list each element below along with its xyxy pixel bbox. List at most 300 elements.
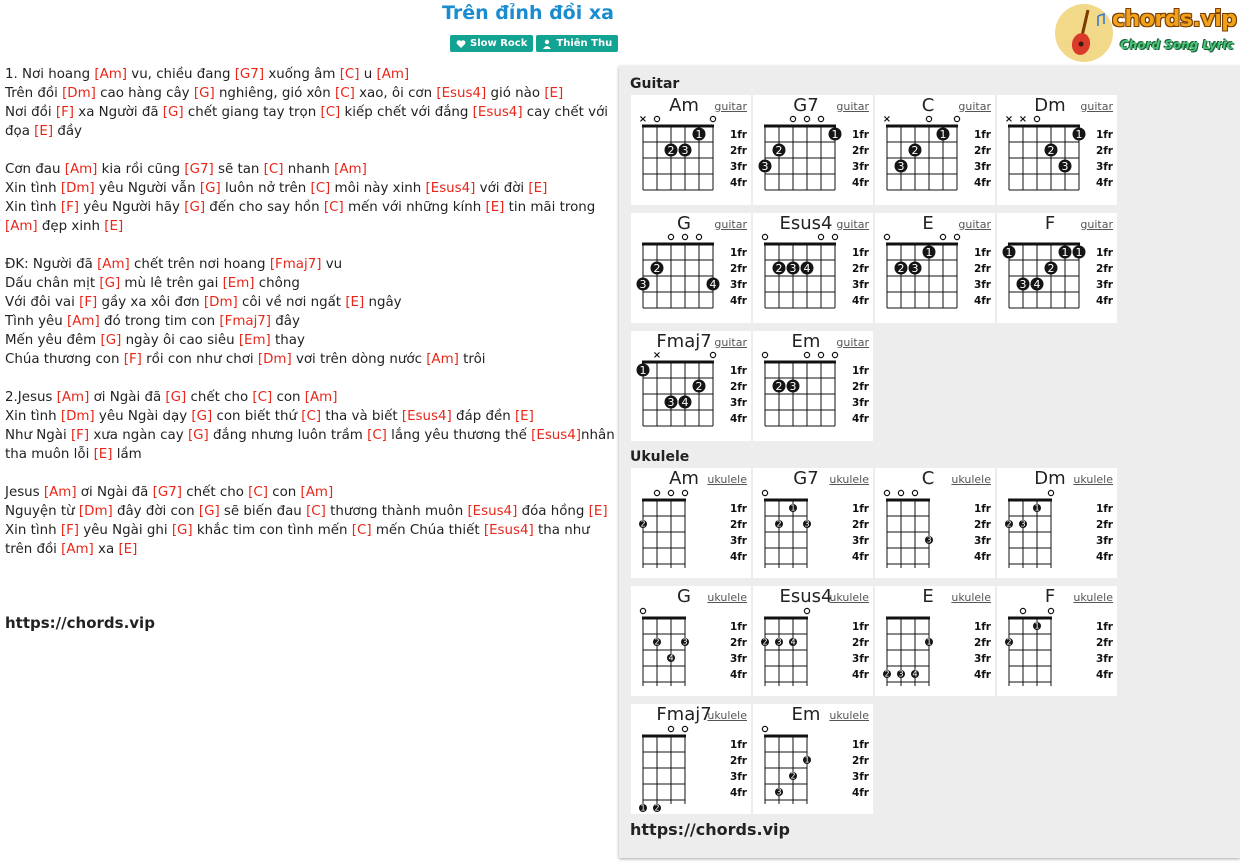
- lyric-text: rồi con như chơi: [141, 352, 258, 367]
- lyric-text: yêu Ngài dạy: [94, 409, 192, 424]
- chord-marker[interactable]: [Esus4]: [467, 504, 518, 519]
- lyric-text: sẽ biến đau: [219, 504, 307, 519]
- chord-marker[interactable]: [C]: [323, 200, 344, 215]
- fret-number-label: 2fr: [729, 519, 747, 531]
- finger-number: 2: [1047, 262, 1055, 275]
- finger-number: 1: [640, 803, 646, 813]
- nut: [886, 125, 958, 128]
- open-string-mark: [818, 234, 823, 239]
- finger-number: 3: [1020, 519, 1026, 529]
- lyric-text: chết cho: [186, 390, 253, 405]
- chord-marker[interactable]: [G7]: [184, 162, 214, 177]
- fret-number-label: 4fr: [851, 551, 869, 563]
- chord-marker[interactable]: [Dm]: [203, 295, 238, 310]
- chord-marker[interactable]: [C]: [306, 504, 326, 519]
- fret-number-label: 1fr: [851, 503, 869, 515]
- fret-number-label: 2fr: [851, 381, 869, 393]
- fret-number-label: 3fr: [729, 397, 747, 409]
- finger-number: 4: [790, 637, 796, 647]
- instrument-link[interactable]: ukulele: [829, 473, 869, 486]
- lyric-text: chết trên nơi hoang: [129, 257, 270, 272]
- rhythm-label: Slow Rock: [470, 38, 528, 49]
- fret-number-label: 4fr: [1095, 177, 1113, 189]
- lyric-text: đó trong tim con: [99, 314, 220, 329]
- guitar-chord-card-g7[interactable]: [753, 95, 873, 205]
- finger-number: 2: [695, 380, 703, 393]
- chord-marker[interactable]: [G7]: [152, 485, 182, 500]
- open-string-mark: [954, 234, 959, 239]
- chord-marker[interactable]: [F]: [70, 428, 90, 443]
- fret-number-label: 2fr: [973, 263, 991, 275]
- open-string-mark: [668, 726, 673, 731]
- lyric-line: [5, 407, 617, 426]
- open-string-mark: [898, 490, 903, 495]
- fret-number-label: 2fr: [1095, 637, 1113, 649]
- open-string-mark: [954, 116, 959, 121]
- chord-marker[interactable]: [Am]: [56, 390, 90, 405]
- chord-marker[interactable]: [G]: [199, 181, 221, 196]
- ukulele-chord-card-am[interactable]: [631, 468, 751, 578]
- chord-marker[interactable]: [C]: [351, 523, 372, 538]
- finger-number: 1: [1034, 621, 1040, 631]
- chord-marker[interactable]: [F]: [55, 105, 75, 120]
- ukulele-chord-card-em[interactable]: [753, 704, 873, 814]
- open-string-mark: [654, 116, 659, 121]
- lyric-text: Jesus: [5, 485, 44, 500]
- chord-name: Am: [669, 95, 699, 116]
- chord-name: G7: [793, 468, 819, 489]
- chord-name: Fmaj7: [656, 704, 712, 725]
- lyric-text: Dấu chân mịt: [5, 276, 100, 291]
- fret-number-label: 4fr: [851, 787, 869, 799]
- finger-number: 3: [682, 637, 688, 647]
- chord-marker[interactable]: [Am]: [300, 485, 334, 500]
- guitar-chord-card-esus4[interactable]: [753, 213, 873, 323]
- lyric-line: [5, 255, 617, 274]
- fret-number-label: 2fr: [1095, 263, 1113, 275]
- guitar-chord-card-am[interactable]: [631, 95, 751, 205]
- fret-number-label: 3fr: [729, 771, 747, 783]
- finger-number: 2: [775, 262, 783, 275]
- chord-marker[interactable]: [C]: [263, 162, 284, 177]
- lyric-text: u: [359, 67, 377, 82]
- open-string-mark: [762, 726, 767, 731]
- chord-marker[interactable]: [Am]: [376, 67, 410, 82]
- fret-number-label: 3fr: [851, 535, 869, 547]
- logo-text: chords.vip: [1112, 7, 1237, 32]
- user-icon: [542, 39, 552, 49]
- chord-marker[interactable]: [Am]: [43, 485, 77, 500]
- open-string-mark: [884, 234, 889, 239]
- fret-number-label: 2fr: [729, 263, 747, 275]
- open-string-mark: [1020, 608, 1025, 613]
- fret-number-label: 1fr: [729, 621, 747, 633]
- chord-name: Em: [791, 331, 821, 352]
- finger-number: 1: [925, 246, 933, 259]
- finger-number: 2: [653, 262, 661, 275]
- lyric-text: Tình yêu: [5, 314, 68, 329]
- chord-name: Esus4: [779, 213, 833, 234]
- chord-marker[interactable]: [G]: [193, 86, 215, 101]
- guitar-chord-card-fmaj7[interactable]: [631, 331, 751, 441]
- chord-marker[interactable]: [Am]: [94, 67, 128, 82]
- fret-number-label: 2fr: [851, 145, 869, 157]
- lyric-text: chông: [254, 276, 300, 291]
- guitar-chord-card-e[interactable]: [875, 213, 995, 323]
- fret-number-label: 3fr: [729, 535, 747, 547]
- ukulele-chord-card-fmaj7[interactable]: [631, 704, 751, 814]
- lyric-text: xao, ôi cơn: [354, 86, 437, 101]
- chord-marker[interactable]: [Am]: [304, 390, 338, 405]
- lyric-blank-line: [5, 141, 617, 160]
- chord-name: G: [677, 213, 691, 234]
- instrument-link[interactable]: guitar: [836, 100, 869, 113]
- finger-number: 2: [790, 771, 796, 781]
- instrument-link[interactable]: ukulele: [707, 709, 747, 722]
- instrument-link[interactable]: guitar: [714, 336, 747, 349]
- chord-name: F: [1044, 213, 1056, 234]
- chord-marker[interactable]: [Am]: [97, 257, 130, 272]
- chord-name: C: [921, 95, 935, 116]
- chord-name: G: [677, 586, 691, 607]
- author-label: Thiên Thu: [556, 38, 613, 49]
- chord-marker[interactable]: [Am]: [426, 352, 459, 367]
- chord-marker[interactable]: [Em]: [222, 276, 255, 291]
- lyric-text: xa: [93, 542, 119, 557]
- fret-number-label: 1fr: [729, 365, 747, 377]
- chord-marker[interactable]: [G7]: [234, 67, 265, 82]
- lyric-text: với đời: [475, 181, 529, 196]
- nut: [764, 243, 836, 246]
- chord-marker[interactable]: [C]: [248, 485, 268, 500]
- fret-number-label: 1fr: [729, 739, 747, 751]
- guitar-chord-card-c[interactable]: [875, 95, 995, 205]
- chord-marker[interactable]: [Am]: [64, 162, 98, 177]
- finger-number: 2: [897, 262, 905, 275]
- chord-marker[interactable]: [C]: [310, 181, 331, 196]
- finger-number: 3: [804, 519, 810, 529]
- fret-number-label: 2fr: [851, 637, 869, 649]
- ukulele-chord-card-e[interactable]: [875, 586, 995, 696]
- chord-marker[interactable]: [F]: [123, 352, 142, 367]
- finger-number: 1: [926, 637, 932, 647]
- open-string-mark: [668, 234, 673, 239]
- panel-site-link[interactable]: https://chords.vip: [630, 820, 790, 839]
- chord-marker[interactable]: [E]: [93, 447, 113, 462]
- open-string-mark: [668, 490, 673, 495]
- chord-name: Esus4: [779, 586, 833, 607]
- instrument-link[interactable]: guitar: [714, 100, 747, 113]
- chord-name: Am: [669, 468, 699, 489]
- finger-number: 3: [667, 396, 675, 409]
- lyric-text: 1. Nơi hoang: [5, 67, 95, 82]
- lyric-text: Xin tình: [5, 181, 61, 196]
- site-link[interactable]: https://chords.vip: [5, 614, 155, 632]
- finger-number: 2: [1006, 637, 1012, 647]
- lyric-text: nhân tha muôn lỗi: [5, 428, 615, 462]
- lyric-text: mến Chúa thiết: [371, 523, 484, 538]
- finger-number: 1: [1005, 246, 1013, 259]
- finger-number: 3: [898, 669, 904, 679]
- lyric-text: yêu Người vẫn: [94, 181, 200, 196]
- chord-marker[interactable]: [Dm]: [62, 86, 96, 101]
- chord-marker[interactable]: [Em]: [238, 333, 271, 348]
- nut: [1008, 617, 1052, 620]
- muted-string-mark: ×: [652, 350, 662, 361]
- lyric-text: thương thành muôn: [325, 504, 468, 519]
- fret-number-label: 1fr: [729, 129, 747, 141]
- nut: [764, 125, 836, 128]
- nut: [886, 617, 930, 620]
- chord-marker[interactable]: [Esus4]: [401, 409, 452, 424]
- instrument-link[interactable]: ukulele: [707, 473, 747, 486]
- fret-number-label: 3fr: [729, 161, 747, 173]
- fret-number-label: 2fr: [729, 755, 747, 767]
- fret-number-label: 1fr: [973, 621, 991, 633]
- chord-marker[interactable]: [E]: [118, 542, 138, 557]
- chord-marker[interactable]: [Am]: [5, 219, 38, 234]
- chord-marker[interactable]: [C]: [339, 67, 360, 82]
- open-string-mark: [682, 490, 687, 495]
- ukulele-chord-card-f[interactable]: [997, 586, 1117, 696]
- finger-number: 2: [775, 380, 783, 393]
- open-string-mark: [804, 352, 809, 357]
- lyric-line: [5, 65, 617, 84]
- chord-marker[interactable]: [E]: [544, 86, 564, 101]
- lyric-line: [5, 84, 617, 103]
- instrument-link[interactable]: guitar: [836, 218, 869, 231]
- instrument-link[interactable]: ukulele: [1073, 591, 1113, 604]
- chord-diagrams-panel: [619, 66, 1240, 858]
- chord-marker[interactable]: [E]: [485, 200, 505, 215]
- chord-marker[interactable]: [Esus4]: [436, 86, 487, 101]
- song-badges: [450, 35, 618, 52]
- chord-marker[interactable]: [E]: [345, 295, 365, 310]
- finger-number: 2: [1006, 519, 1012, 529]
- fret-number-label: 3fr: [851, 161, 869, 173]
- lyric-text: Trên đồi: [5, 86, 63, 101]
- open-string-mark: [682, 726, 687, 731]
- chord-marker[interactable]: [Dm]: [60, 181, 95, 196]
- lyric-line: [5, 521, 617, 559]
- lyric-text: Chúa thương con: [5, 352, 124, 367]
- finger-number: 2: [911, 144, 919, 157]
- fret-number-label: 3fr: [1095, 279, 1113, 291]
- chord-marker[interactable]: [Esus4]: [472, 105, 523, 120]
- instrument-link[interactable]: guitar: [714, 218, 747, 231]
- open-string-mark: [682, 234, 687, 239]
- ukulele-chord-card-c[interactable]: [875, 468, 995, 578]
- instrument-link[interactable]: ukulele: [951, 591, 991, 604]
- chord-marker[interactable]: [G]: [184, 200, 206, 215]
- lyric-line: [5, 483, 617, 502]
- author-badge[interactable]: [536, 35, 618, 52]
- open-string-mark: [804, 116, 809, 121]
- open-string-mark: [762, 352, 767, 357]
- guitar-chord-card-dm[interactable]: [997, 95, 1117, 205]
- finger-number: 1: [695, 128, 703, 141]
- finger-number: 2: [776, 519, 782, 529]
- chord-marker[interactable]: [Am]: [61, 542, 94, 557]
- lyric-text: mù lê trên gai: [120, 276, 223, 291]
- guitar-chord-card-g[interactable]: [631, 213, 751, 323]
- open-string-mark: [762, 234, 767, 239]
- fret-number-label: 3fr: [851, 279, 869, 291]
- lyric-text: luôn nở trên: [220, 181, 311, 196]
- lyric-text: lắng yêu thương thế: [386, 428, 532, 443]
- fret-number-label: 2fr: [851, 755, 869, 767]
- chord-marker[interactable]: [F]: [60, 523, 79, 538]
- chord-marker[interactable]: [G]: [171, 523, 193, 538]
- lyric-text: nhanh: [283, 162, 335, 177]
- chord-marker[interactable]: [C]: [252, 390, 273, 405]
- fret-number-label: 4fr: [973, 669, 991, 681]
- chord-marker[interactable]: [Am]: [67, 314, 100, 329]
- nut: [642, 499, 686, 502]
- lyric-text: côi về nơi ngất: [237, 295, 346, 310]
- lyric-text: gió nào: [486, 86, 545, 101]
- lyric-blank-line: [5, 236, 617, 255]
- fret-number-label: 2fr: [973, 519, 991, 531]
- nut: [1008, 243, 1080, 246]
- song-title: Trên đỉnh đồi xa: [442, 2, 614, 24]
- lyric-line: [5, 312, 617, 331]
- lyric-text: tin mãi trong: [504, 200, 596, 215]
- ukulele-chord-card-dm[interactable]: [997, 468, 1117, 578]
- open-string-mark: [790, 116, 795, 121]
- open-string-mark: [926, 116, 931, 121]
- finger-number: 3: [761, 160, 769, 173]
- chord-marker[interactable]: [Am]: [334, 162, 367, 177]
- instrument-link[interactable]: guitar: [1080, 218, 1113, 231]
- instrument-link[interactable]: guitar: [1080, 100, 1113, 113]
- lyric-text: mến với những kính: [343, 200, 486, 215]
- lyric-text: con biết thứ: [212, 409, 302, 424]
- chord-marker[interactable]: [G]: [191, 409, 213, 424]
- chord-marker[interactable]: [F]: [60, 200, 79, 215]
- lyric-text: sẽ tan: [213, 162, 264, 177]
- chord-marker[interactable]: [Esus4]: [425, 181, 476, 196]
- lyric-text: tha và biết: [321, 409, 402, 424]
- chord-name: Fmaj7: [656, 331, 712, 352]
- chord-marker[interactable]: [E]: [528, 181, 548, 196]
- fret-number-label: 3fr: [973, 653, 991, 665]
- fret-number-label: 4fr: [1095, 295, 1113, 307]
- instrument-link[interactable]: ukulele: [829, 709, 869, 722]
- chord-marker[interactable]: [E]: [588, 504, 608, 519]
- finger-number: 2: [654, 803, 660, 813]
- guitar-chord-card-f[interactable]: [997, 213, 1117, 323]
- chord-marker[interactable]: [Esus4]: [531, 428, 582, 443]
- chord-marker[interactable]: [Fmaj7]: [269, 257, 322, 272]
- lyric-text: con: [272, 390, 305, 405]
- instrument-link[interactable]: ukulele: [829, 591, 869, 604]
- finger-number: 2: [775, 144, 783, 157]
- fret-number-label: 1fr: [851, 739, 869, 751]
- chord-marker[interactable]: [Dm]: [60, 409, 95, 424]
- lyric-text: đóa hồng: [517, 504, 589, 519]
- instrument-link[interactable]: ukulele: [707, 591, 747, 604]
- chord-marker[interactable]: [E]: [514, 409, 534, 424]
- fret-number-label: 3fr: [729, 279, 747, 291]
- open-string-mark: [710, 352, 715, 357]
- fret-number-label: 4fr: [973, 551, 991, 563]
- finger-number: 2: [640, 519, 646, 529]
- chord-marker[interactable]: [Dm]: [78, 504, 113, 519]
- lyric-text: ơi Ngài đã: [89, 390, 166, 405]
- lyric-text: cay chết với đọa: [5, 105, 608, 139]
- lyric-text: Nguyện từ: [5, 504, 79, 519]
- chord-marker[interactable]: [Fmaj7]: [219, 314, 272, 329]
- chord-name: E: [922, 586, 934, 607]
- muted-string-mark: ×: [1004, 114, 1014, 125]
- chord-marker[interactable]: [C]: [335, 86, 355, 101]
- fret-number-label: 1fr: [851, 365, 869, 377]
- ukulele-chord-card-esus4[interactable]: [753, 586, 873, 696]
- chord-marker[interactable]: [E]: [34, 124, 54, 139]
- instrument-link[interactable]: guitar: [836, 336, 869, 349]
- ukulele-chord-card-g[interactable]: [631, 586, 751, 696]
- rhythm-badge[interactable]: [450, 35, 533, 52]
- instrument-link[interactable]: ukulele: [1073, 473, 1113, 486]
- lyric-text: Nơi đồi: [5, 105, 56, 120]
- lyric-text: Như Ngài: [5, 428, 71, 443]
- lyric-line: [5, 502, 617, 521]
- chord-marker[interactable]: [G]: [162, 105, 184, 120]
- chord-marker[interactable]: [Esus4]: [483, 523, 534, 538]
- finger-number: 3: [776, 637, 782, 647]
- open-string-mark: [1048, 490, 1053, 495]
- nut: [642, 617, 686, 620]
- chord-marker[interactable]: [G]: [100, 333, 122, 348]
- chord-marker[interactable]: [Dm]: [257, 352, 292, 367]
- finger-number: 3: [776, 787, 782, 797]
- instrument-link[interactable]: ukulele: [951, 473, 991, 486]
- chord-marker[interactable]: [C]: [301, 409, 322, 424]
- finger-number: 2: [667, 144, 675, 157]
- chord-marker[interactable]: [G]: [99, 276, 121, 291]
- fret-number-label: 1fr: [851, 129, 869, 141]
- chord-marker[interactable]: [C]: [320, 105, 341, 120]
- lyric-text: xưa ngàn cay: [89, 428, 188, 443]
- fret-number-label: 1fr: [851, 247, 869, 259]
- nut: [886, 499, 930, 502]
- chord-marker[interactable]: [G]: [198, 504, 220, 519]
- chord-marker[interactable]: [E]: [104, 219, 124, 234]
- chord-marker[interactable]: [C]: [367, 428, 387, 443]
- lyric-text: kia rồi cũng: [97, 162, 185, 177]
- fret-number-label: 2fr: [851, 263, 869, 275]
- chord-marker[interactable]: [F]: [79, 295, 98, 310]
- chord-name: E: [922, 213, 934, 234]
- lyric-text: ngây: [364, 295, 402, 310]
- finger-number: 4: [912, 669, 918, 679]
- open-string-mark: [654, 490, 659, 495]
- finger-number: 4: [709, 278, 717, 291]
- site-logo[interactable]: [1054, 2, 1240, 64]
- finger-number: 3: [911, 262, 919, 275]
- lyric-text: thay: [270, 333, 305, 348]
- instrument-link[interactable]: guitar: [958, 218, 991, 231]
- ukulele-chord-card-g7[interactable]: [753, 468, 873, 578]
- chord-marker[interactable]: [G]: [165, 390, 187, 405]
- fret-number-label: 4fr: [851, 669, 869, 681]
- chord-marker[interactable]: [G]: [187, 428, 209, 443]
- instrument-link[interactable]: guitar: [958, 100, 991, 113]
- guitar-chord-card-em[interactable]: [753, 331, 873, 441]
- lyric-text: yêu Ngài ghi: [79, 523, 172, 538]
- finger-number: 1: [831, 128, 839, 141]
